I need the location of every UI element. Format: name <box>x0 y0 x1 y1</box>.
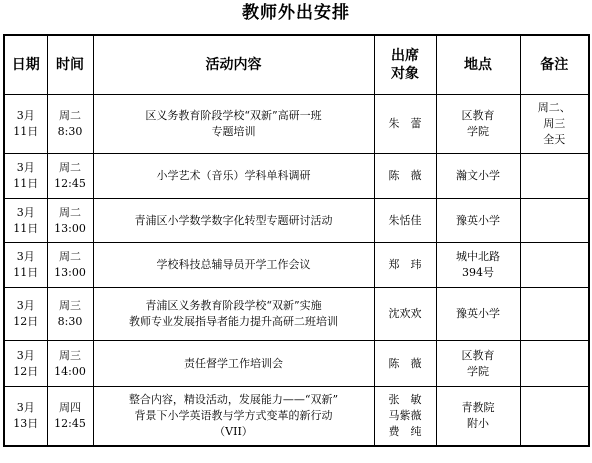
attendee-line: 朱 蕾 <box>388 117 422 130</box>
activity-line: 小学艺术（音乐）学科单科调研 <box>156 169 311 182</box>
time-cell <box>47 154 93 199</box>
location-line: 豫英小学 <box>456 213 500 227</box>
header-activity: 活动内容 <box>93 35 374 95</box>
remark-cell <box>520 387 589 447</box>
time-line: 周三 <box>59 299 81 312</box>
header-location: 地点 <box>436 35 520 95</box>
date-line: 12日 <box>13 315 39 328</box>
table-row <box>4 95 589 154</box>
time-cell <box>47 243 93 288</box>
attendee-line: 陈 薇 <box>388 356 422 370</box>
location-line: 豫英小学 <box>456 307 500 320</box>
remark-line: 全天 <box>543 133 566 146</box>
time-line: 8:30 <box>57 315 83 328</box>
attendee-cell <box>374 154 436 199</box>
date-line: 13日 <box>13 417 39 430</box>
attendee-cell <box>374 199 436 243</box>
location-line: 学院 <box>467 125 489 138</box>
activity-line: 学校科技总辅导员开学工作会议 <box>156 258 311 271</box>
attendee-line: 费 纯 <box>388 425 422 438</box>
location-cell <box>436 387 520 447</box>
location-cell <box>436 341 520 387</box>
attendee-cell <box>374 95 436 154</box>
date-line: 11日 <box>13 266 39 279</box>
remark-cell <box>520 288 589 341</box>
attendee-line: 马紫薇 <box>388 409 422 422</box>
date-cell <box>4 387 47 447</box>
attendee-line: 陈 薇 <box>388 169 422 182</box>
activity-line: 整合内容，精设活动，发展能力——“双新” <box>128 393 339 406</box>
remark-cell <box>520 154 589 199</box>
location-line: 附小 <box>467 417 489 430</box>
location-line: 394号 <box>462 266 494 279</box>
attendee-cell <box>374 288 436 341</box>
activity-line: 背景下小学英语教与学方式变革的新行动 <box>134 409 333 422</box>
time-cell <box>47 288 93 341</box>
time-line: 周二 <box>59 250 81 263</box>
location-line: 青教院 <box>461 401 495 414</box>
location-cell <box>436 154 520 199</box>
date-cell <box>4 154 47 199</box>
header-attendee-line: 出席 <box>391 48 419 64</box>
time-cell <box>47 341 93 387</box>
header-date: 日期 <box>4 35 47 95</box>
date-line: 3月 <box>16 250 35 263</box>
time-cell <box>47 199 93 243</box>
date-line: 3月 <box>16 161 35 174</box>
table-row <box>4 154 589 199</box>
remark-cell <box>520 341 589 387</box>
header-attendee <box>374 35 436 95</box>
time-line: 8:30 <box>57 125 83 138</box>
attendee-cell <box>374 387 436 447</box>
location-line: 城中北路 <box>456 250 500 263</box>
time-line: 周三 <box>59 348 81 362</box>
time-line: 13:00 <box>54 266 86 279</box>
header-remark: 备注 <box>520 35 589 95</box>
location-cell <box>436 95 520 154</box>
activity-line: 青浦区义务教育阶段学校“双新”实施 <box>145 299 322 312</box>
table-row <box>4 243 589 288</box>
attendee-cell <box>374 243 436 288</box>
time-line: 13:00 <box>54 221 86 235</box>
location-cell <box>436 199 520 243</box>
location-line: 瀚文小学 <box>456 169 500 182</box>
date-cell <box>4 199 47 243</box>
remark-cell <box>520 199 589 243</box>
header-row <box>4 35 589 95</box>
activity-line: 区义务教育阶段学校“双新”高研一班 <box>145 109 322 122</box>
date-line: 11日 <box>13 125 39 138</box>
activity-line: 教师专业发展指导者能力提升高研二班培训 <box>129 315 338 328</box>
date-line: 3月 <box>16 299 35 312</box>
date-line: 3月 <box>16 109 35 122</box>
table-row <box>4 387 589 447</box>
time-line: 周二 <box>59 161 81 174</box>
time-line: 12:45 <box>54 417 86 430</box>
time-line: 周二 <box>59 109 81 122</box>
activity-line: 青浦区小学数学数字化转型专题研讨活动 <box>134 213 333 227</box>
table-row <box>4 288 589 341</box>
attendee-line: 沈欢欢 <box>388 307 422 320</box>
time-cell <box>47 387 93 447</box>
date-cell <box>4 341 47 387</box>
attendee-line: 朱恬佳 <box>388 213 422 227</box>
date-line: 12日 <box>13 364 39 378</box>
date-cell <box>4 288 47 341</box>
header-attendee-line: 对象 <box>391 66 419 82</box>
activity-line: （VII） <box>214 425 253 438</box>
date-cell <box>4 243 47 288</box>
date-line: 11日 <box>13 221 39 235</box>
activity-line: 专题培训 <box>211 125 256 138</box>
activity-cell <box>93 243 374 288</box>
activity-cell <box>93 387 374 447</box>
attendee-cell <box>374 341 436 387</box>
activity-cell <box>93 95 374 154</box>
remark-cell <box>520 243 589 288</box>
date-cell <box>4 95 47 154</box>
time-line: 周二 <box>59 205 81 219</box>
location-line: 区教育 <box>461 348 495 362</box>
location-line: 区教育 <box>461 109 495 122</box>
remark-line: 周二、 <box>537 101 571 114</box>
date-line: 11日 <box>13 177 39 190</box>
remark-line: 周三 <box>543 117 566 130</box>
activity-cell <box>93 154 374 199</box>
header-time: 时间 <box>47 35 93 95</box>
table-row <box>4 341 589 387</box>
page-title: 教师外出安排 <box>242 3 350 23</box>
location-line: 学院 <box>467 364 489 378</box>
attendee-line: 张 敏 <box>388 393 422 406</box>
date-line: 3月 <box>16 205 35 219</box>
location-cell <box>436 243 520 288</box>
activity-cell <box>93 341 374 387</box>
table-row <box>4 199 589 243</box>
time-cell <box>47 95 93 154</box>
remark-cell <box>520 95 589 154</box>
attendee-line: 郑 玮 <box>388 258 422 271</box>
time-line: 12:45 <box>54 177 86 190</box>
activity-cell <box>93 199 374 243</box>
activity-cell <box>93 288 374 341</box>
schedule-table <box>3 34 590 447</box>
date-line: 3月 <box>16 401 35 414</box>
time-line: 14:00 <box>54 364 86 378</box>
location-cell <box>436 288 520 341</box>
time-line: 周四 <box>59 401 81 414</box>
activity-line: 责任督学工作培训会 <box>184 356 283 370</box>
date-line: 3月 <box>16 348 35 362</box>
